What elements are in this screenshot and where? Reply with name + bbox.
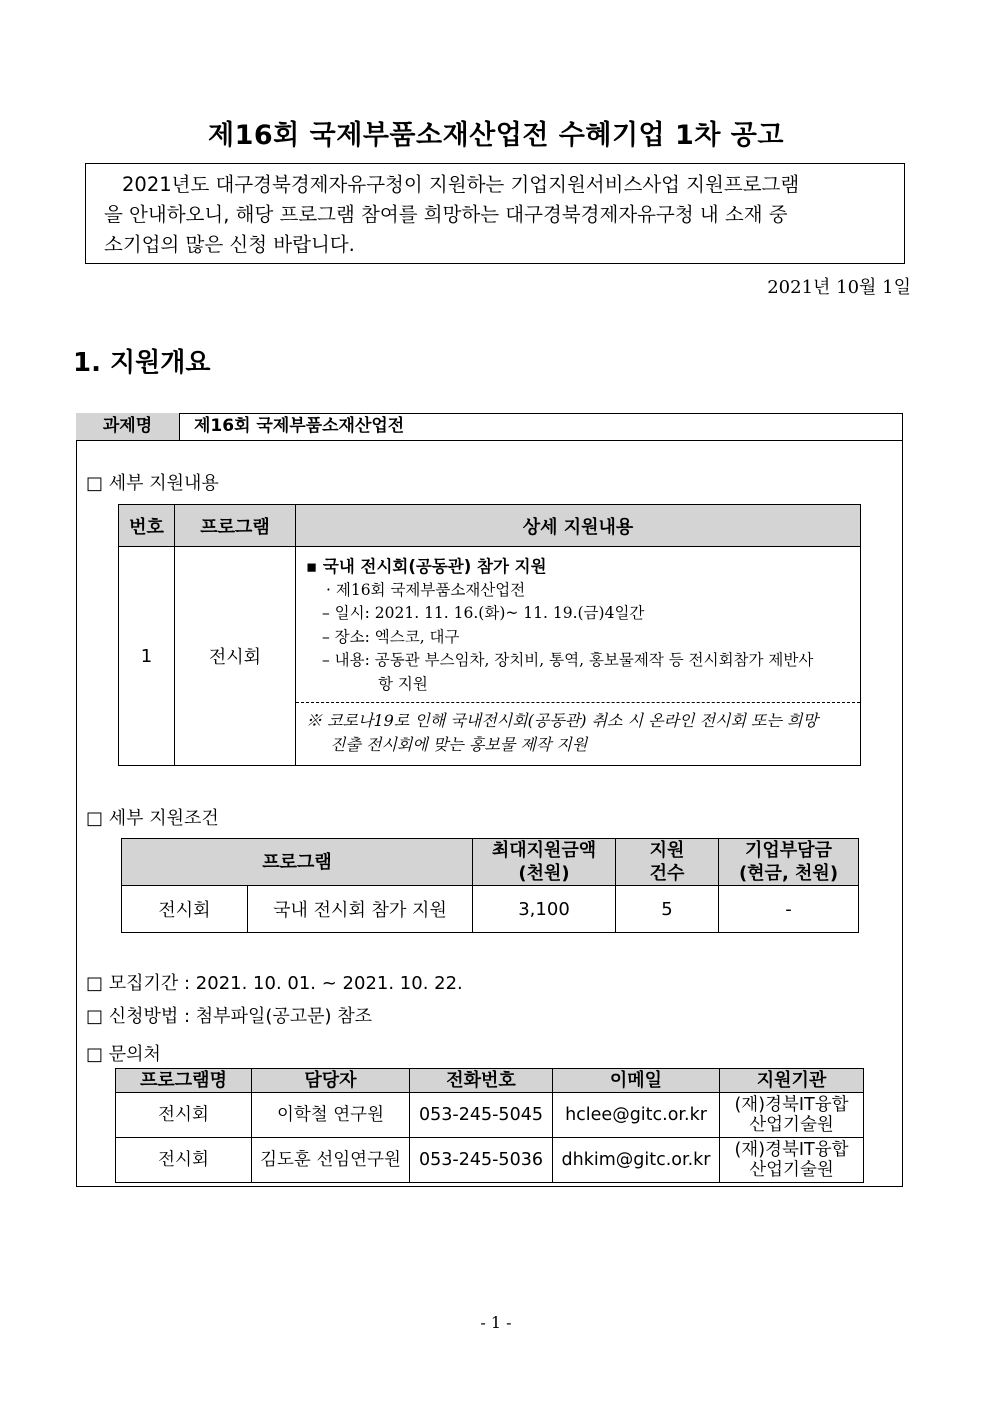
cell-program: 전시회: [116, 1138, 252, 1183]
detail-content: [296, 547, 860, 702]
detail-line: – 내용: 공동관 부스임차, 장치비, 통역, 홍보물제작 등 전시회참가 제반사: [322, 651, 814, 669]
detail-line: – 장소: 엑스코, 대구: [322, 627, 460, 646]
cell-email: dhkim@gitc.or.kr: [553, 1138, 720, 1183]
header-text: 최대지원금액: [491, 840, 597, 861]
org-line: 산업기술원: [749, 1115, 834, 1135]
header-count: [616, 839, 719, 886]
header-text: 지원: [649, 840, 685, 861]
project-row: [76, 413, 903, 441]
cell-phone: 053-245-5045: [410, 1093, 553, 1138]
cell-manager: 김도훈 선임연구원: [252, 1138, 410, 1183]
cell-email: hclee@gitc.or.kr: [553, 1093, 720, 1138]
note-line: 진출 전시회에 맞는 홍보물 제작 지원: [330, 735, 588, 754]
header-burden: [719, 839, 859, 886]
header-number: 번호: [119, 505, 175, 547]
detail-heading: □ 세부 지원내용: [86, 473, 219, 494]
cell-max-amount: 3,100: [473, 886, 616, 933]
table-row: [116, 1093, 864, 1138]
header-phone: 전화번호: [410, 1069, 553, 1093]
intro-box: [85, 163, 905, 264]
org-line: 산업기술원: [749, 1160, 834, 1180]
header-text: 건수: [649, 863, 685, 884]
intro-line: 을 안내하오니, 해당 프로그램 참여를 희망하는 대구경북경제자유구청 내 소재 중: [104, 203, 788, 226]
org-line: (재)경북IT융합: [734, 1095, 849, 1115]
header-text: (천원): [518, 863, 570, 884]
header-program: 프로그램: [122, 839, 473, 886]
detail-line: 항 지원: [378, 674, 428, 693]
detail-cell: [296, 547, 861, 766]
page-title: 제16회 국제부품소재산업전 수혜기업 1차 공고: [208, 120, 784, 151]
header-text: (현금, 천원): [738, 863, 839, 884]
contact-table: [115, 1068, 864, 1183]
detail-table: [118, 504, 861, 766]
condition-heading: □ 세부 지원조건: [86, 808, 219, 829]
cell-program: 전시회: [116, 1093, 252, 1138]
contact-heading: □ 문의처: [86, 1044, 161, 1065]
page-number: - 1 -: [480, 1313, 512, 1332]
detail-note: [296, 702, 860, 761]
cell-burden: -: [719, 886, 859, 933]
header-detail: 상세 지원내용: [296, 505, 861, 547]
cell-program: 국내 전시회 참가 지원: [248, 886, 473, 933]
header-org: 지원기관: [720, 1069, 864, 1093]
header-text: 기업부담금: [745, 840, 832, 861]
note-line: ※ 코로나19로 인해 국내전시회(공동관) 취소 시 온라인 전시회 또는 희망: [306, 711, 818, 730]
header-manager: 담당자: [252, 1069, 410, 1093]
intro-line: 소기업의 많은 신청 바랍니다.: [104, 233, 355, 256]
intro-line: 2021년도 대구경북경제자유구청이 지원하는 기업지원서비스사업 지원프로그램: [122, 173, 800, 196]
header-max-amount: [473, 839, 616, 886]
cell-org: [720, 1138, 864, 1183]
project-label: 과제명: [76, 413, 180, 440]
cell-manager: 이학철 연구원: [252, 1093, 410, 1138]
header-program: 프로그램: [175, 505, 296, 547]
row-program: 전시회: [175, 547, 296, 766]
condition-table: [121, 838, 859, 933]
recruit-period: □ 모집기간 : 2021. 10. 01. ~ 2021. 10. 22.: [86, 973, 463, 994]
cell-category: 전시회: [122, 886, 248, 933]
cell-phone: 053-245-5036: [410, 1138, 553, 1183]
section-heading: 1. 지원개요: [73, 348, 211, 378]
notice-date: 2021년 10월 1일: [767, 277, 911, 298]
cell-count: 5: [616, 886, 719, 933]
cell-org: [720, 1093, 864, 1138]
header-email: 이메일: [553, 1069, 720, 1093]
org-line: (재)경북IT융합: [734, 1140, 849, 1160]
row-number: 1: [119, 547, 175, 766]
table-row: [116, 1138, 864, 1183]
detail-line: – 일시: 2021. 11. 16.(화)~ 11. 19.(금)4일간: [322, 604, 645, 622]
project-value: 제16회 국제부품소재산업전: [194, 416, 405, 436]
header-program-name: 프로그램명: [116, 1069, 252, 1093]
detail-line: · 제16회 국제부품소재산업전: [326, 580, 526, 599]
apply-method: □ 신청방법 : 첨부파일(공고문) 참조: [86, 1006, 373, 1027]
detail-bullet: ▪ 국내 전시회(공동관) 참가 지원: [306, 557, 547, 576]
